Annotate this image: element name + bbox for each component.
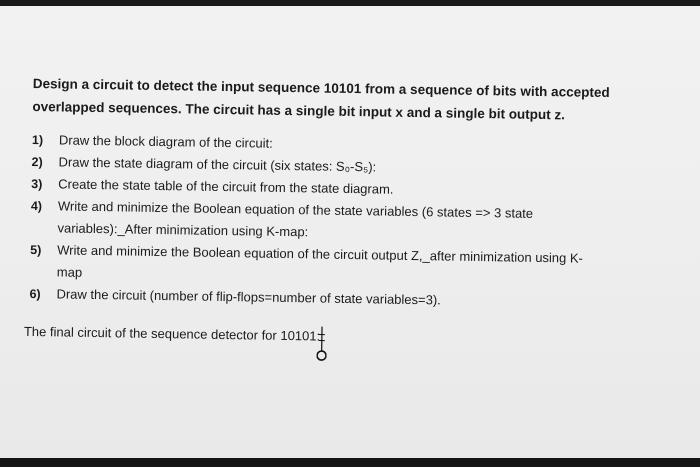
task-number: 4)	[30, 198, 43, 214]
document-page	[0, 6, 700, 458]
task-text-continued: map	[56, 264, 83, 280]
task-number: 3)	[31, 176, 43, 192]
bottom-dark-bar	[0, 458, 700, 467]
task-number: 2)	[31, 154, 43, 170]
task-text: Write and minimize the Boolean equation of the circuit output Z,_after minimization using K-	[57, 242, 584, 266]
task-text: Draw the circuit (number of flip-flops=number of state variables=3).	[56, 286, 441, 308]
final-line-text: The final circuit of the sequence detector for 10101:	[23, 323, 321, 344]
task-number: 6)	[29, 286, 41, 302]
title-line-1: Design a circuit to detect the input sequence 10101 from a sequence of bits with accepted	[32, 75, 610, 101]
task-number: 1)	[31, 132, 44, 148]
task-number: 5)	[30, 242, 42, 258]
task-text: Write and minimize the Boolean equation of the state variables (6 states => 3 state	[57, 198, 534, 221]
task-text: Create the state table of the circuit from the state diagram.	[58, 176, 394, 197]
task-list	[29, 129, 672, 315]
task-text: Draw the state diagram of the circuit (six states: S₀-S₅):	[58, 154, 377, 175]
task-text: Draw the block diagram of the circuit:	[58, 132, 273, 151]
assignment-text	[23, 72, 673, 353]
task-text-continued: variables):_After minimization using K-map:	[57, 220, 309, 240]
final-line	[24, 321, 669, 353]
title-line-2: overlapped sequences. The circuit has a single bit input x and a single bit output z.	[32, 98, 566, 123]
